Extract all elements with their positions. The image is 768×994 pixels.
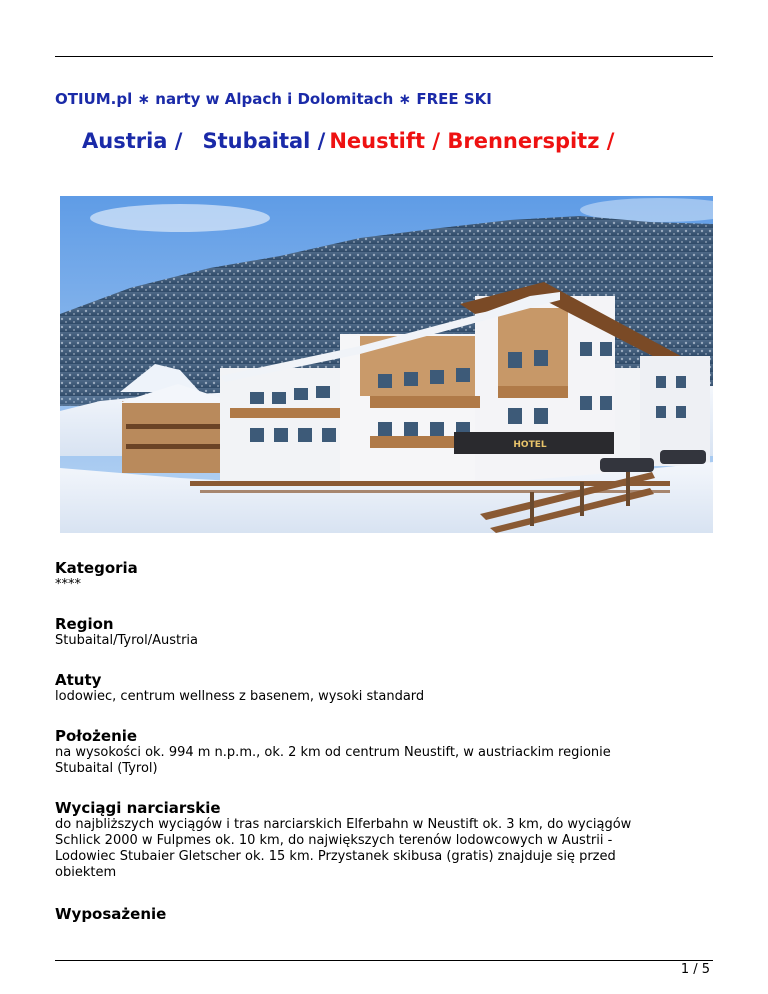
polozenie-text	[55, 745, 715, 777]
hotel-sign: HOTEL	[513, 440, 547, 450]
wyciagi-line: Schlick 2000 w Fulpmes ok. 10 km, do największych terenów lodowcowych w Austrii -	[55, 833, 613, 848]
polozenie-line: Stubaital (Tyrol)	[55, 761, 158, 776]
region-text: Stubaital/Tyrol/Austria	[55, 633, 199, 648]
section-wyciagi	[55, 799, 715, 881]
atuty-text: lodowiec, centrum wellness z basenem, wysoki standard	[55, 689, 425, 704]
wyciagi-line: Lodowiec Stubaier Gletscher ok. 15 km. Przystanek skibusa (gratis) znajduje się przed	[55, 849, 616, 864]
breadcrumb-country[interactable]: Austria /	[82, 129, 183, 153]
header-rule	[55, 56, 713, 57]
section-polozenie	[55, 727, 715, 777]
wyposazenie-heading: Wyposażenie	[55, 905, 167, 923]
atuty-heading: Atuty	[55, 671, 102, 689]
wyciagi-text	[55, 817, 715, 881]
breadcrumb-hotel[interactable]: Brennerspitz /	[447, 129, 615, 153]
page-number: 1 / 5	[680, 962, 710, 977]
wyciagi-line: obiektem	[55, 865, 117, 880]
hotel-photo	[60, 196, 713, 533]
section-wyposazenie	[55, 905, 715, 923]
site-title[interactable]: OTIUM.pl ∗ narty w Alpach i Dolomitach ∗ FREE SKI	[55, 90, 492, 108]
wyciagi-heading: Wyciągi narciarskie	[55, 799, 221, 817]
breadcrumb-region[interactable]: Stubaital /	[202, 129, 326, 153]
footer-rule	[55, 960, 713, 961]
breadcrumb	[82, 129, 614, 153]
section-atuty	[55, 671, 715, 705]
polozenie-line: na wysokości ok. 994 m n.p.m., ok. 2 km od centrum Neustift, w austriackim regionie	[55, 745, 611, 760]
breadcrumb-town[interactable]: Neustift /	[329, 129, 441, 153]
wyciagi-line: do najbliższych wyciągów i tras narciarskich Elferbahn w Neustift ok. 3 km, do wyciągów	[55, 817, 632, 832]
kategoria-stars: ****	[55, 577, 81, 592]
section-region	[55, 615, 715, 649]
kategoria-heading: Kategoria	[55, 559, 138, 577]
polozenie-heading: Położenie	[55, 727, 138, 745]
region-heading: Region	[55, 615, 114, 633]
section-kategoria	[55, 559, 715, 593]
